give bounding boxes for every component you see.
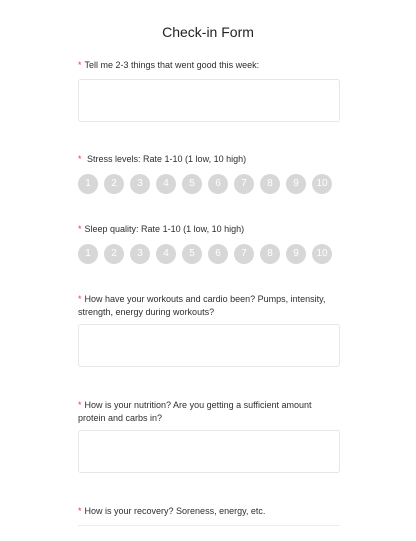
required-mark: *: [78, 60, 82, 70]
stress-rating-10[interactable]: 10: [312, 174, 332, 194]
stress-rating-5[interactable]: 5: [182, 174, 202, 194]
sleep-rating-4[interactable]: 4: [156, 244, 176, 264]
question-label: * How have your workouts and cardio been? Pumps, intensity, strength, energy during workouts?: [78, 294, 326, 317]
sleep-rating-10[interactable]: 10: [312, 244, 332, 264]
question-label: * Tell me 2-3 things that went good this week:: [78, 60, 260, 70]
recovery-textarea-top-edge[interactable]: [78, 525, 340, 526]
question-good-things: [78, 59, 340, 72]
stress-rating-7[interactable]: 7: [234, 174, 254, 194]
stress-rating-1[interactable]: 1: [78, 174, 98, 194]
required-mark: *: [78, 224, 82, 234]
sleep-rating-3[interactable]: 3: [130, 244, 150, 264]
question-label: * How is your recovery? Soreness, energy, etc.: [78, 506, 266, 516]
sleep-rating-7[interactable]: 7: [234, 244, 254, 264]
required-mark: *: [78, 154, 82, 164]
question-workouts: [78, 293, 340, 319]
sleep-rating-scale: [78, 244, 332, 264]
stress-rating-2[interactable]: 2: [104, 174, 124, 194]
stress-rating-4[interactable]: 4: [156, 174, 176, 194]
stress-rating-9[interactable]: 9: [286, 174, 306, 194]
stress-rating-scale: [78, 174, 332, 194]
question-nutrition: [78, 399, 340, 425]
form-title: Check-in Form: [162, 24, 254, 40]
sleep-rating-6[interactable]: 6: [208, 244, 228, 264]
question-stress-levels: [78, 153, 340, 166]
required-mark: *: [78, 400, 82, 410]
question-label: * How is your nutrition? Are you getting a sufficient amount protein and carbs in?: [78, 400, 312, 423]
question-recovery: [78, 505, 340, 518]
question-label: * Sleep quality: Rate 1-10 (1 low, 10 high): [78, 224, 245, 234]
sleep-rating-8[interactable]: 8: [260, 244, 280, 264]
sleep-rating-5[interactable]: 5: [182, 244, 202, 264]
good-things-textarea[interactable]: [78, 79, 340, 122]
required-mark: *: [78, 294, 82, 304]
sleep-rating-2[interactable]: 2: [104, 244, 124, 264]
sleep-rating-1[interactable]: 1: [78, 244, 98, 264]
stress-rating-8[interactable]: 8: [260, 174, 280, 194]
workouts-textarea[interactable]: [78, 324, 340, 367]
stress-rating-3[interactable]: 3: [130, 174, 150, 194]
required-mark: *: [78, 506, 82, 516]
stress-rating-6[interactable]: 6: [208, 174, 228, 194]
nutrition-textarea[interactable]: [78, 430, 340, 473]
question-sleep-quality: [78, 223, 340, 236]
question-label: * Stress levels: Rate 1-10 (1 low, 10 high): [78, 154, 247, 164]
sleep-rating-9[interactable]: 9: [286, 244, 306, 264]
